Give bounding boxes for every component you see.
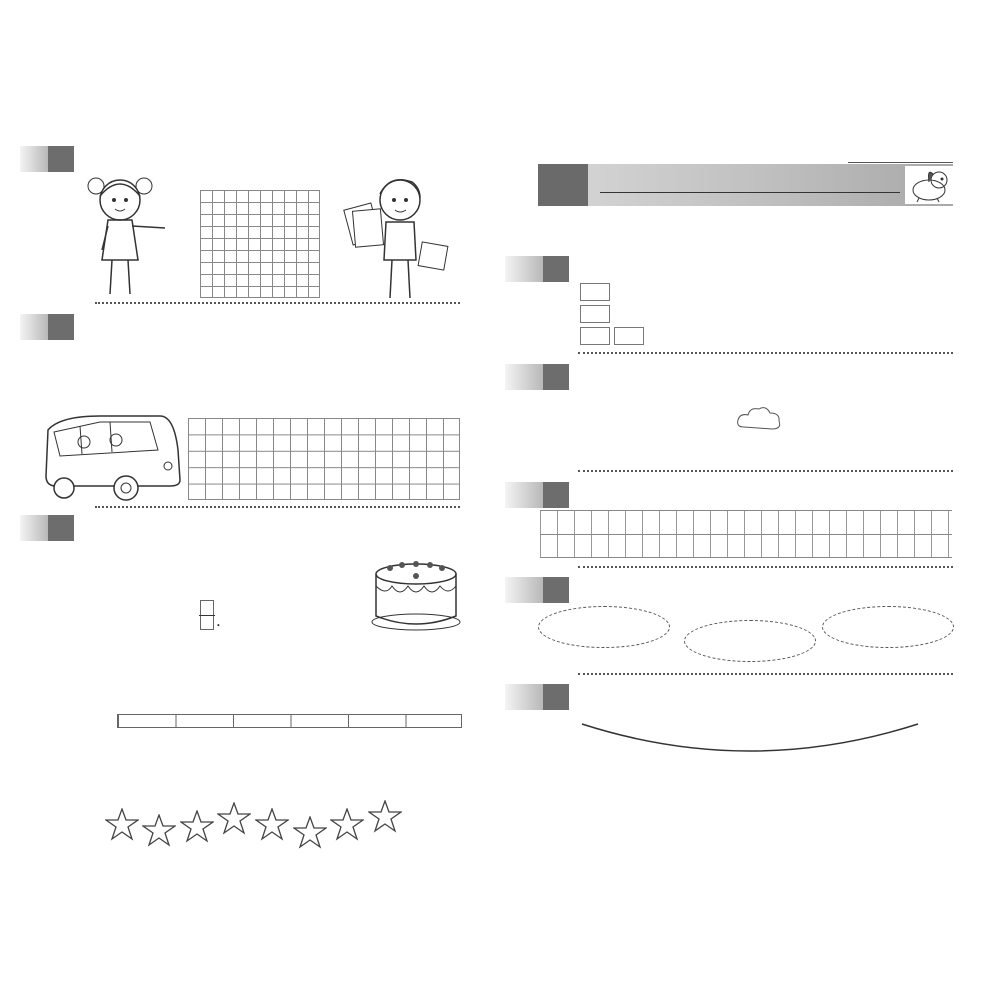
star-icon [105,808,139,842]
dog-icon [905,166,953,204]
cake-diagram-bar[interactable] [117,714,462,728]
date-field[interactable] [848,162,953,163]
star-8[interactable] [368,800,402,834]
cloud-icon [736,405,782,435]
star-icon [293,816,327,850]
task-1-badge [505,256,569,282]
boy-illustration [340,170,450,300]
separator [578,566,953,568]
task-3-writing-area[interactable] [540,510,952,558]
answer-box[interactable] [614,327,644,345]
fraction-box[interactable] [200,600,214,630]
option-b[interactable] [696,441,710,462]
task-8-badge [20,515,74,541]
star-3[interactable] [180,810,214,844]
task-2-badge [505,364,569,390]
star-icon [142,814,176,848]
name-field[interactable] [600,192,900,193]
header-band [538,164,953,206]
garland-wire [580,720,920,780]
option-c[interactable] [814,441,828,462]
equality-cloud [822,606,954,648]
star-1[interactable] [105,808,139,842]
equality-cloud [538,606,670,648]
separator [578,673,953,675]
task-3-badge [505,482,569,508]
answer-box[interactable] [580,327,610,345]
star-icon [330,808,364,842]
star-2[interactable] [142,814,176,848]
separator [95,302,460,304]
separator [578,352,953,354]
star-icon [368,800,402,834]
equality-cloud [684,620,816,662]
variant-badge [538,164,588,206]
task-7-badge [20,314,74,340]
star-icon [255,808,289,842]
star-icon [217,802,251,836]
electric-car-illustration [40,410,185,502]
task-4-badge [505,577,569,603]
task-6-answer-grid[interactable] [200,190,320,298]
cake-illustration [370,556,462,634]
equation-3 [578,324,646,345]
equation-1 [578,280,612,301]
answer-box[interactable] [580,305,610,323]
girl-illustration [80,168,170,298]
star-5[interactable] [255,808,289,842]
option-a[interactable] [578,441,592,462]
star-icon [180,810,214,844]
star-4[interactable] [217,802,251,836]
task-5-badge [505,684,569,710]
equation-2 [578,302,612,323]
task-6-badge [20,146,74,172]
separator [95,506,460,508]
task-7-answer-grid[interactable] [188,418,460,500]
answer-box[interactable] [580,283,610,301]
star-6[interactable] [293,816,327,850]
separator [578,470,953,472]
star-7[interactable] [330,808,364,842]
